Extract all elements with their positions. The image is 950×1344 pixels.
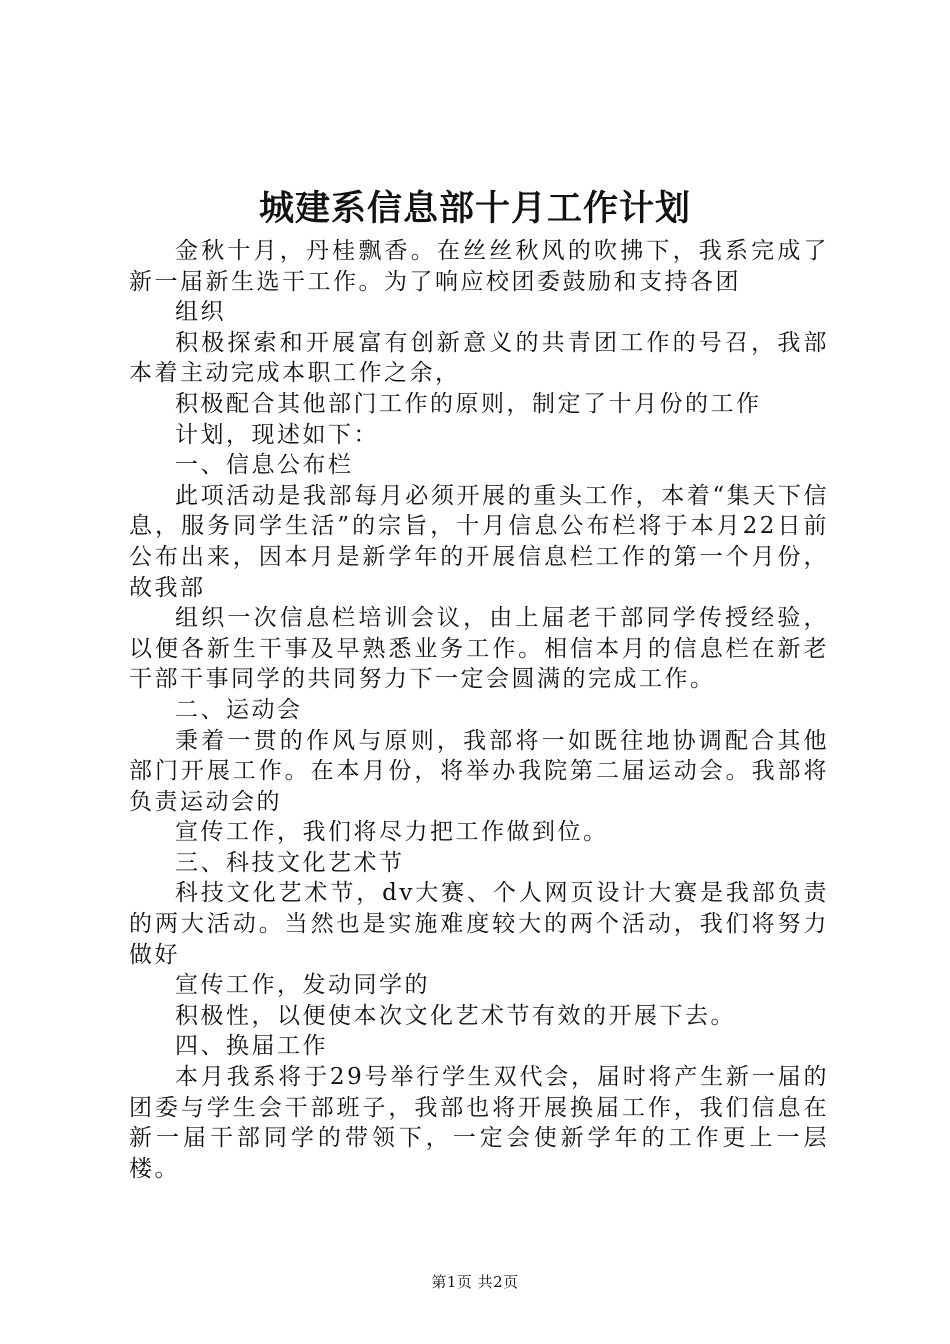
- section-heading: 二、运动会: [175, 696, 303, 723]
- paragraph: 秉着一贯的作风与原则，我部将一如既往地协调配合其他部门开展工作。在本月份，将举办我院第二届运动会。我部将负责运动会的: [129, 727, 829, 815]
- document-body: [129, 236, 829, 1184]
- paragraph: 宣传工作，发动同学的: [175, 972, 430, 999]
- paragraph: 本月我系将于29号举行学生双代会，届时将产生新一届的团委与学生会干部班子，我部也将开展换届工作，我们信息在新一届干部同学的带领下，一定会使新学年的工作更上一层楼。: [129, 1064, 829, 1182]
- paragraph: 此项活动是我部每月必须开展的重头工作，本着“集天下信息，服务同学生活”的宗旨，十月信息公布栏将于本月22日前公布出来，因本月是新学年的开展信息栏工作的第一个月份，故我部: [129, 482, 829, 601]
- page-title: 城建系信息部十月工作计划: [258, 188, 691, 229]
- section-heading: 三、科技文化艺术节: [175, 849, 405, 876]
- section-heading: 四、换届工作: [175, 1033, 328, 1060]
- paragraph: 组织: [175, 299, 226, 326]
- paragraph: 宣传工作，我们将尽力把工作做到位。: [175, 819, 609, 846]
- paragraph: 计划，现述如下：: [175, 421, 379, 448]
- paragraph: 积极配合其他部门工作的原则，制定了十月份的工作: [175, 390, 762, 417]
- paragraph: 组织一次信息栏培训会议，由上届老干部同学传授经验，以便各新生干事及早熟悉业务工作。相信本月的信息栏在新老干部干事同学的共同努力下一定会圆满的完成工作。: [129, 605, 829, 693]
- paragraph: 金秋十月，丹桂飘香。在丝丝秋风的吹拂下，我系完成了新一届新生选干工作。为了响应校团委鼓励和支持各团: [129, 238, 829, 295]
- paragraph: 积极性，以便使本次文化艺术节有效的开展下去。: [175, 1002, 736, 1029]
- page-footer: 第1页 共2页: [431, 1273, 519, 1291]
- section-heading: 一、信息公布栏: [175, 452, 354, 479]
- paragraph: 科技文化艺术节，dv大赛、个人网页设计大赛是我部负责的两大活动。当然也是实施难度较大的两个活动，我们将努力做好: [129, 880, 829, 968]
- paragraph: 积极探索和开展富有创新意义的共青团工作的号召，我部本着主动完成本职工作之余，: [129, 329, 829, 387]
